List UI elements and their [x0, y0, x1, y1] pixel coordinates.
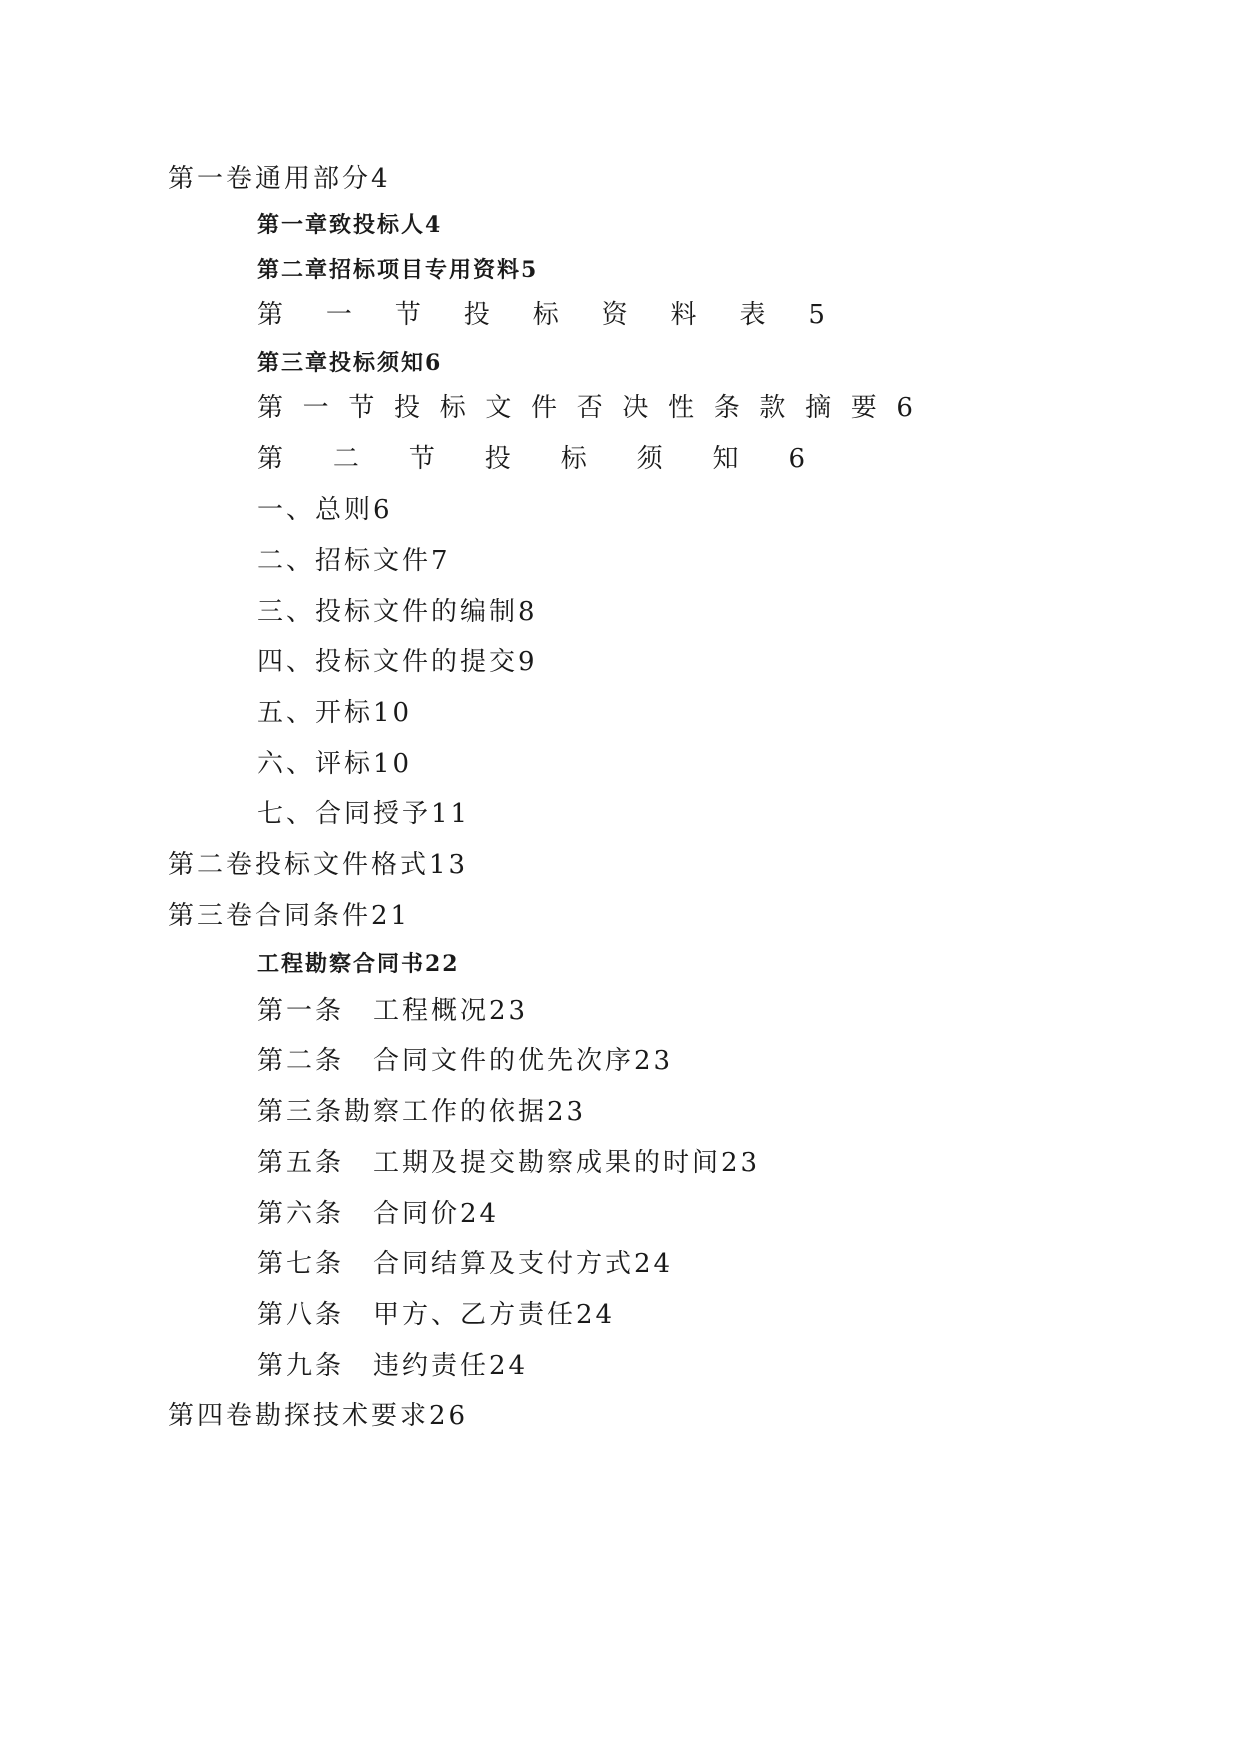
toc-entry-tender-documents: 二、招标文件7	[257, 546, 451, 576]
toc-entry-bid-opening: 五、开标10	[257, 698, 413, 728]
toc-entry-chapter-1: 第一章致投标人4	[257, 212, 443, 238]
toc-entry-bid-evaluation: 六、评标10	[257, 749, 413, 779]
toc-entry-volume-2: 第二卷投标文件格式13	[168, 850, 469, 880]
toc-entry-bid-submission: 四、投标文件的提交9	[257, 647, 538, 677]
toc-entry-article-8: 第八条 甲方、乙方责任24	[257, 1300, 616, 1330]
toc-entry-general: 一、总则6	[257, 495, 393, 525]
toc-entry-volume-4: 第四卷勘探技术要求26	[168, 1401, 469, 1431]
toc-entry-chapter-2: 第二章招标项目专用资料5	[257, 257, 539, 283]
toc-entry-section-rejection-clauses: 第 一 节 投 标 文 件 否 决 性 条 款 摘 要 6	[257, 393, 913, 423]
toc-entry-bid-preparation: 三、投标文件的编制8	[257, 597, 538, 627]
toc-entry-survey-contract: 工程勘察合同书22	[257, 951, 460, 977]
toc-entry-chapter-3: 第三章投标须知6	[257, 350, 443, 376]
toc-entry-article-2: 第二条 合同文件的优先次序23	[257, 1046, 674, 1076]
toc-entry-article-1: 第一条 工程概况23	[257, 996, 529, 1026]
toc-entry-section-bid-data: 第 一 节 投 标 资 料 表 5	[257, 300, 825, 330]
toc-entry-article-7: 第七条 合同结算及支付方式24	[257, 1249, 674, 1279]
toc-entry-article-9: 第九条 违约责任24	[257, 1351, 529, 1381]
toc-entry-article-5: 第五条 工期及提交勘察成果的时间23	[257, 1148, 761, 1178]
toc-entry-contract-award: 七、合同授予11	[257, 799, 471, 829]
toc-entry-section-bidder-instructions: 第 二 节 投 标 须 知 6	[257, 444, 805, 474]
toc-entry-article-3: 第三条勘察工作的依据23	[257, 1097, 587, 1127]
toc-entry-volume-1: 第一卷通用部分4	[168, 164, 391, 194]
toc-entry-article-6: 第六条 合同价24	[257, 1199, 500, 1229]
toc-entry-volume-3: 第三卷合同条件21	[168, 901, 411, 931]
